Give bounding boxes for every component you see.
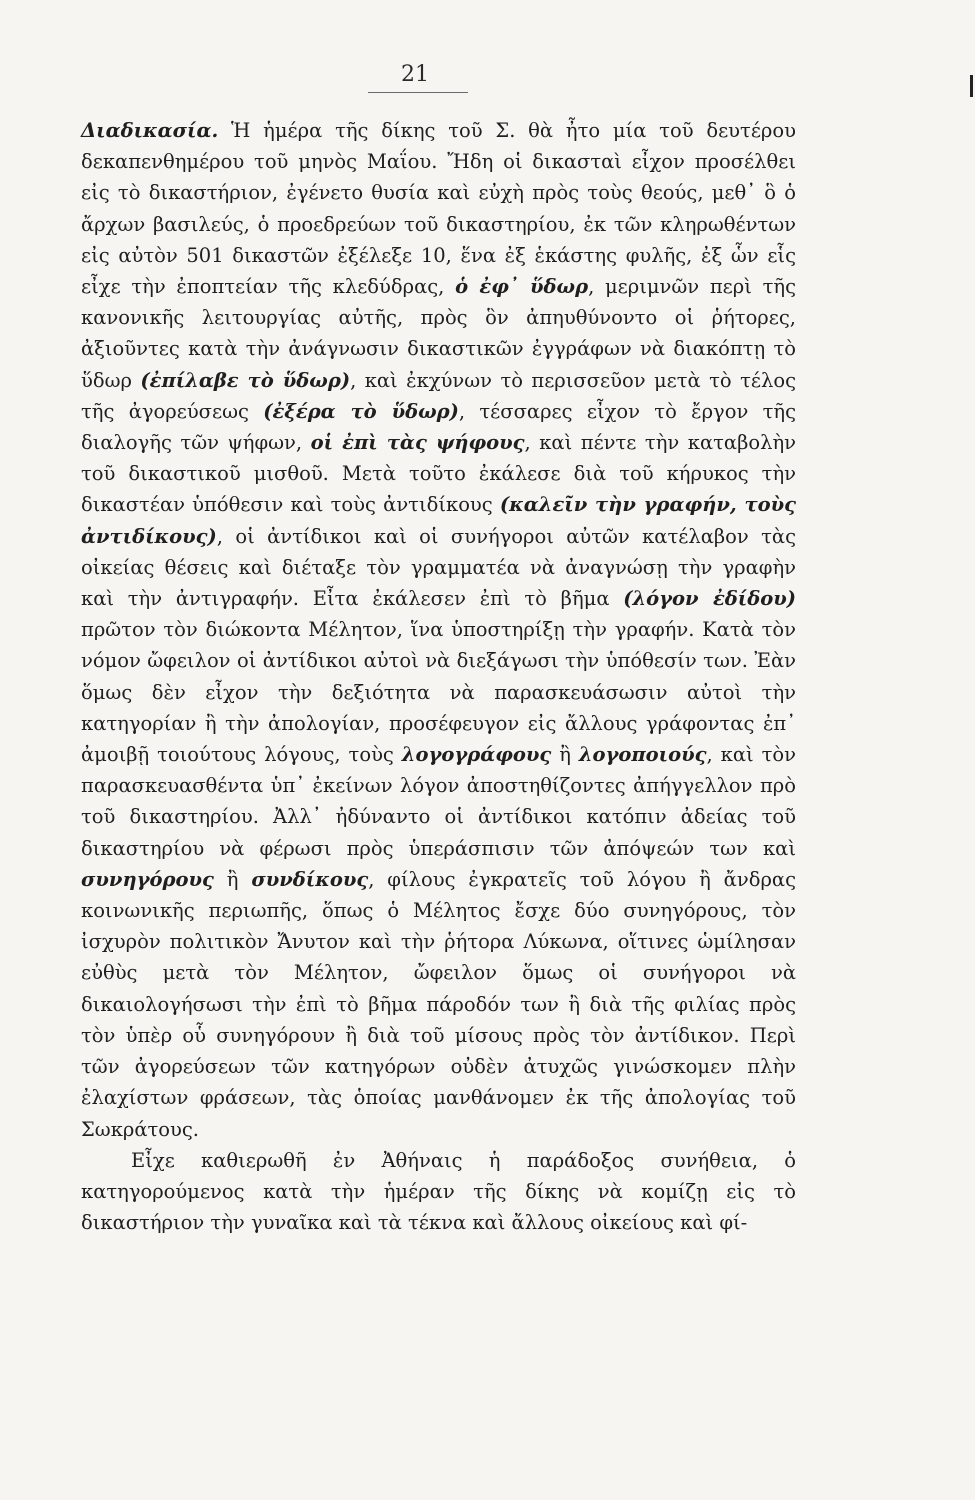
emphasized-term: (ἐξέρα τὸ ὕδωρ)	[263, 399, 459, 423]
paragraph	[81, 1145, 796, 1239]
text-run: ἢ	[213, 867, 252, 891]
emphasized-term: Διαδικασία.	[81, 119, 219, 142]
text-run: , φίλους ἐγκρατεῖς τοῦ λόγου ἢ ἄνδρας κοινωνικῆς περιωπῆς, ὅπως ὁ Μέλητος ἔσχε δύο συνηγόρους, τὸν ἰσχυρὸν πολιτικὸν Ἄνυτον καὶ τὴν ῥήτορα Λύκωνα, οἵτινες ὡμίλησαν εὐθὺς μετὰ τὸν Μέλητον, ὤφειλον ὅμως οἱ συνήγοροι νὰ δικαιολογήσωσι τὴν ἐπὶ τὸ βῆμα πάροδόν των ἢ διὰ τῆς φιλίας πρὸς τὸν ὑπὲρ οὗ συνηγόρουν ἢ διὰ τοῦ μίσους πρὸς τὸν ἀντίδικον. Περὶ τῶν ἀγορεύσεων τῶν κατηγόρων οὐδὲν ἀτυχῶς γινώσκομεν πλὴν ἐλαχίστων φράσεων, τὰς ὁποίας μανθάνομεν ἐκ τῆς ἀπολογίας τοῦ Σωκράτους.	[81, 867, 796, 1141]
text-run: , καὶ τὸν παρασκευασθέντα ὑπ᾽ ἐκείνων λόγον ἀποστηθίζοντες ἀπήγγελλον πρὸ τοῦ δικαστηρίου. Ἀλλ᾽ ἠδύναντο οἱ ἀντίδικοι κατόπιν ἀδείας τοῦ δικαστηρίου νὰ φέρωσι πρὸς ὑπεράσπισιν τῶν ἀπόψεών των καὶ	[81, 743, 796, 860]
text-run: , καὶ ἐκχύνων τὸ περισσεῦον μετὰ τὸ τέλος τῆς ἀγορεύσεως	[81, 368, 796, 423]
emphasized-term: συνηγόρους	[81, 867, 214, 891]
emphasized-term: (καλεῖν τὴν γραφήν, τοὺς ἀντιδίκους)	[81, 493, 796, 548]
emphasized-term: συνδίκους	[251, 867, 369, 891]
paragraph	[81, 115, 796, 1145]
text-run: , τέσσαρες εἶχον τὸ ἔργον τῆς διαλογῆς τῶν ψήφων,	[81, 399, 796, 455]
emphasized-term: λογογράφους	[401, 743, 552, 767]
text-run: , καὶ πέντε τὴν καταβολὴν τοῦ δικαστικοῦ μισθοῦ. Μετὰ τοῦτο ἐκάλεσε διὰ τοῦ κήρυκος τὴν δικαστέαν ὑπόθεσιν καὶ τοὺς ἀντιδίκους	[81, 431, 796, 517]
text-run: Ἡ ἡμέρα τῆς δίκης τοῦ Σ. θὰ ἦτο μία τοῦ δευτέρου δεκαπενθημέρου τοῦ μηνὸς Μαΐου. Ἤδη οἱ δικασταὶ εἶχον προσέλθει εἰς τὸ δικαστήριον, ἐγένετο θυσία καὶ εὐχὴ πρὸς τοὺς θεούς, μεθ᾽ ὃ ὁ ἄρχων βασιλεύς, ὁ προεδρεύων τοῦ δικαστηρίου, ἐκ τῶν κληρωθέντων εἰς αὐτὸν 501 δικαστῶν ἐξέλεξε 10, ἕνα ἐξ ἑκάστης φυλῆς, ἐξ ὧν εἷς εἶχε τὴν ἐποπτείαν τῆς κλεδύδρας,	[81, 119, 796, 299]
page-edge-mark	[970, 75, 973, 97]
body-text	[81, 115, 796, 1238]
page-number: 21	[401, 62, 429, 87]
emphasized-term: ὁ ἐφ᾽ ὕδωρ	[455, 275, 589, 299]
text-run: , οἱ ἀντίδικοι καὶ οἱ συνήγοροι αὐτῶν κατέλαβον τὰς οἰκείας θέσεις καὶ διέταξε τὸν γραμματέα νὰ ἀναγνώσῃ τὴν γραφὴν καὶ τὴν ἀντιγραφήν. Εἶτα ἐκάλεσεν ἐπὶ τὸ βῆμα	[81, 524, 796, 611]
text-run: , μεριμνῶν περὶ τῆς κανονικῆς λειτουργίας αὐτῆς, πρὸς ὃν ἀπηυθύνοντο οἱ ῥήτορες, ἀξιοῦντες κατὰ τὴν ἀνάγνωσιν δικαστικῶν ἐγγράφων νὰ διακόπτῃ τὸ ὕδωρ	[81, 275, 796, 392]
page-number-rule	[368, 92, 468, 93]
text-run: ἢ	[551, 743, 579, 767]
text-run: Εἶχε καθιερωθῆ ἐν Ἀθήναις ἡ παράδοξος συνήθεια, ὁ κατηγορούμενος κατὰ τὴν ἡμέραν τῆς δίκης νὰ κομίζῃ εἰς τὸ δικαστήριον τὴν γυναῖκα καὶ τὰ τέκνα καὶ ἄλλους οἰκείους καὶ φί-	[81, 1148, 796, 1235]
emphasized-term: (λόγον ἐδίδου)	[623, 587, 797, 611]
text-run: πρῶτον τὸν διώκοντα Μέλητον, ἵνα ὑποστηρίξῃ τὴν γραφήν. Κατὰ τὸν νόμον ὤφειλον οἱ ἀντίδικοι αὐτοὶ νὰ διεξάγωσι τὴν ὑπόθεσίν των. Ἐὰν ὅμως δὲν εἶχον τὴν δεξιότητα νὰ παρασκευάσωσιν αὐτοὶ τὴν κατηγορίαν ἢ τὴν ἀπολογίαν, προσέφευγον εἰς ἄλλους γράφοντας ἐπ᾽ ἀμοιβῇ τοιούτους λόγους, τοὺς	[81, 618, 796, 767]
emphasized-term: λογοποιούς	[578, 743, 707, 767]
emphasized-term: οἱ ἐπὶ τὰς ψήφους	[310, 431, 525, 455]
emphasized-term: (ἐπίλαβε τὸ ὕδωρ)	[140, 368, 351, 392]
